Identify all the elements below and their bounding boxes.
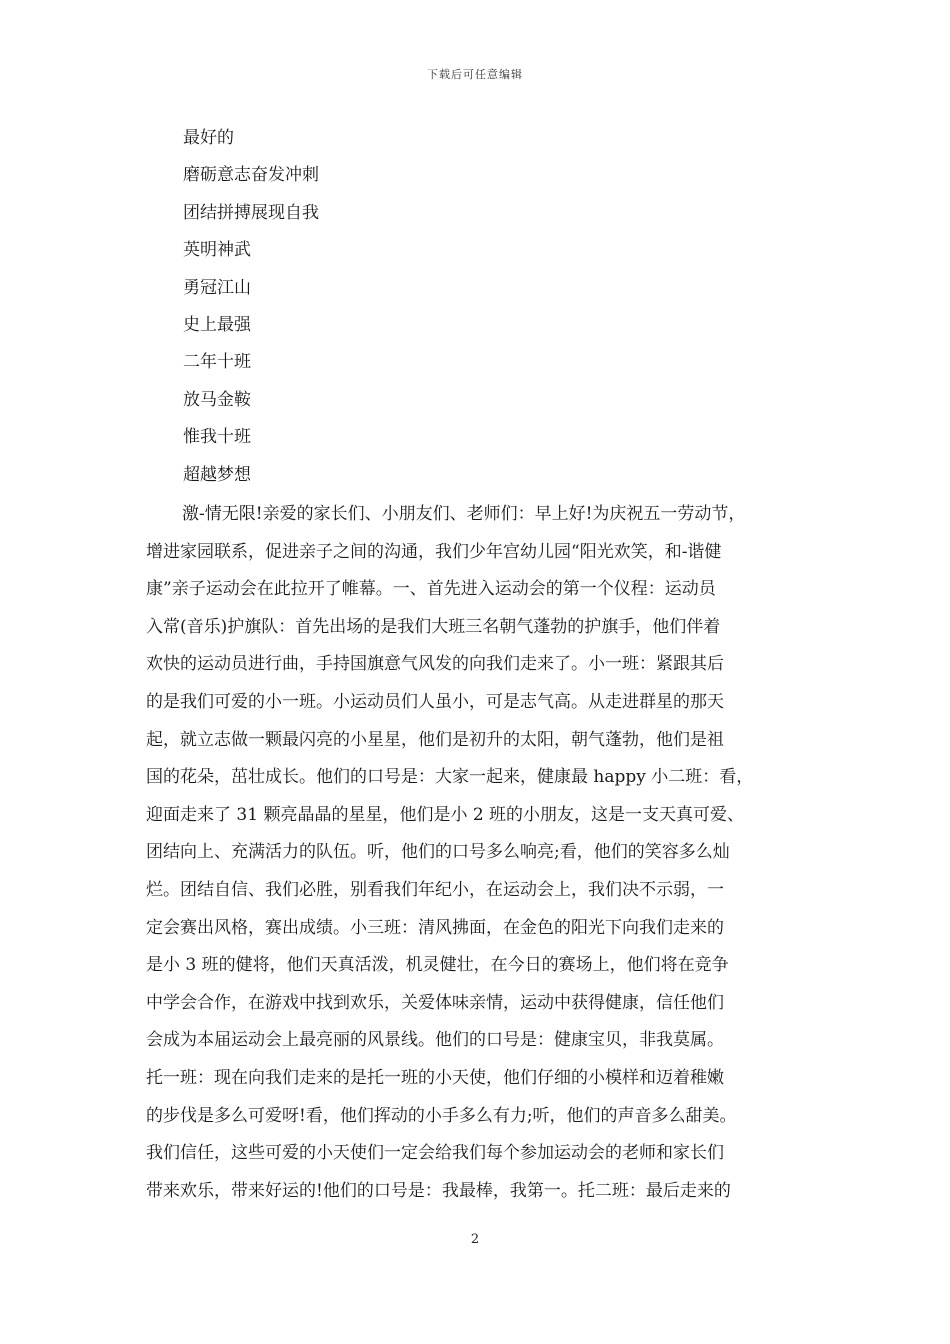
list-item: 史上最强 [183,314,251,335]
list-item: 最好的 [183,128,234,148]
paragraph-line: 托一班：现在向我们走来的是托一班的小天使，他们仔细的小模样和迈着稚嫩 [146,1067,724,1088]
paragraph-line: 康”亲子运动会在此拉开了帷幕。一、首先进入运动会的第一个仪程：运动员 [146,579,716,600]
body-paragraph [146,496,811,1210]
paragraph-line: 烂。团结自信、我们必胜，别看我们年纪小，在运动会上，我们决不示弱，一 [146,879,724,900]
paragraph-line: 国的花朵，茁壮成长。他们的口号是：大家一起来，健康最 happy 小二班：看， [146,767,754,788]
list-item: 勇冠江山 [183,277,251,298]
list-item: 磨砺意志奋发冲刺 [183,165,319,186]
paragraph-line: 是小 3 班的健将，他们天真活泼，机灵健壮，在今日的赛场上，他们将在竞争 [146,955,729,976]
list-item: 超越梦想 [183,464,251,485]
paragraph-line: 入常(音乐)护旗队：首先出场的是我们大班三名朝气蓬勃的护旗手，他们伴着 [146,616,721,637]
list-item: 团结拼搏展现自我 [183,202,319,223]
paragraph-line: 迎面走来了 31 颗亮晶晶的星星，他们是小 2 班的小朋友，这是一支天真可爱、 [146,804,745,825]
paragraph-line: 定会赛出风格，赛出成绩。小三班：清风拂面，在金色的阳光下向我们走来的 [146,917,724,938]
list-item: 惟我十班 [183,427,251,448]
paragraph-line: 我们信任，这些可爱的小天使们一定会给我们每个参加运动会的老师和家长们 [146,1143,724,1164]
short-lines-list [183,124,319,498]
list-item: 二年十班 [183,352,251,373]
paragraph-line: 起，就立志做一颗最闪亮的小星星，他们是初升的太阳，朝气蓬勃，他们是祖 [146,729,724,750]
paragraph-line: 的步伐是多么可爱呀!看，他们挥动的小手多么有力;听，他们的声音多么甜美。 [146,1105,737,1126]
paragraph-line: 激-情无限!亲爱的家长们、小朋友们、老师们：早上好!为庆祝五一劳动节， [182,504,746,524]
paragraph-line: 中学会合作，在游戏中找到欢乐，关爱体味亲情，运动中获得健康，信任他们 [146,992,724,1013]
page-number: 2 [470,1232,480,1247]
paragraph-line: 增进家园联系，促进亲子之间的沟通，我们少年宫幼儿园“阳光欢笑，和-谐健 [146,541,722,562]
paragraph-line: 会成为本届运动会上最亮丽的风景线。他们的口号是：健康宝贝，非我莫属。 [146,1030,724,1051]
paragraph-line: 带来欢乐，带来好运的!他们的口号是：我最棒，我第一。托二班：最后走来的 [146,1180,731,1201]
list-item: 放马金鞍 [183,389,251,410]
list-item: 英明神武 [183,240,251,261]
paragraph-line: 的是我们可爱的小一班。小运动员们人虽小，可是志气高。从走进群星的那天 [146,691,724,712]
paragraph-line: 欢快的运动员进行曲，手持国旗意气风发的向我们走来了。小一班：紧跟其后 [146,654,724,675]
paragraph-line: 团结向上、充满活力的队伍。听，他们的口号多么响亮;看，他们的笑容多么灿 [146,842,730,863]
page-header-note: 下载后可任意编辑 [427,68,523,81]
